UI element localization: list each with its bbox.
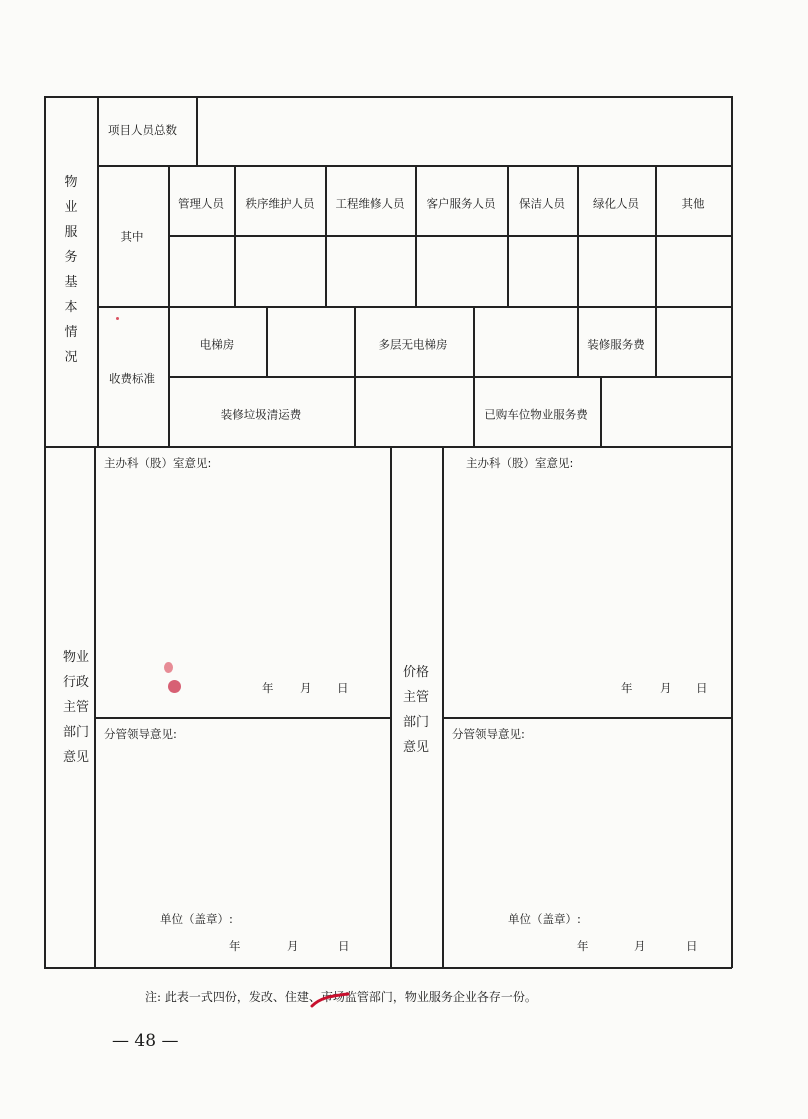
title-char: 物	[64, 175, 78, 190]
price-office-opinion: 主办科（股）室意见:	[466, 456, 574, 470]
title-line: 价格	[402, 665, 429, 680]
table-line	[442, 717, 732, 719]
title-char: 业	[64, 200, 78, 215]
fee-elevator-label: 电梯房	[199, 337, 235, 352]
title-char: 基	[64, 275, 78, 290]
price-leader-opinion: 分管领导意见:	[452, 727, 525, 741]
table-line	[473, 376, 475, 447]
table-line	[415, 165, 417, 307]
title-char: 务	[64, 250, 78, 265]
property-seal-month: 月	[287, 939, 299, 953]
property-leader-opinion: 分管领导意见:	[104, 727, 177, 741]
fee-renovation-service-label: 装修服务费	[587, 337, 645, 352]
price-seal-year: 年	[577, 939, 589, 953]
table-line	[94, 446, 96, 968]
table-line	[390, 446, 392, 968]
price-date-month: 月	[660, 681, 672, 695]
table-line	[507, 165, 509, 307]
price-seal-month: 月	[634, 939, 646, 953]
table-line	[442, 446, 444, 968]
red-ink-mark	[164, 662, 173, 673]
fee-standard-label: 收费标准	[109, 371, 155, 386]
fee-parking-service-label: 已购车位物业服务费	[484, 407, 588, 422]
title-line: 部门	[402, 715, 429, 730]
title-line: 部门	[62, 725, 89, 740]
table-line	[655, 306, 657, 377]
staff-category-greening: 绿化人员	[593, 196, 639, 211]
table-line	[168, 235, 732, 237]
property-seal-year: 年	[229, 939, 241, 953]
total-staff-label: 项目人员总数	[108, 123, 177, 137]
fee-renovation-waste-label: 装修垃圾清运费	[220, 407, 302, 422]
table-line	[577, 306, 579, 377]
footer-note: 注: 此表一式四份，发改、住建、市场监管部门，物业服务企业各存一份。	[145, 990, 537, 1004]
staff-category-cleaning: 保洁人员	[519, 196, 565, 211]
price-date-year: 年	[621, 681, 633, 695]
section-title-property-dept	[60, 645, 92, 770]
title-line: 意见	[62, 750, 89, 765]
title-char: 况	[64, 350, 78, 365]
red-ink-mark	[168, 680, 181, 693]
table-line	[94, 717, 390, 719]
title-line: 主管	[62, 700, 89, 715]
table-line	[168, 376, 732, 378]
breakdown-label: 其中	[120, 229, 144, 244]
title-line: 物业	[62, 650, 89, 665]
fee-no-elevator-label: 多层无电梯房	[378, 337, 448, 352]
table-line	[473, 306, 475, 377]
table-line	[600, 376, 602, 447]
table-line	[44, 96, 732, 98]
table-line	[168, 165, 170, 307]
section-title-basic-info	[62, 170, 80, 370]
table-line	[196, 96, 198, 166]
title-char: 服	[64, 225, 78, 240]
title-line: 意见	[402, 740, 429, 755]
title-line: 行政	[62, 675, 89, 690]
red-pen-mark	[308, 988, 352, 1010]
price-seal-day: 日	[686, 939, 698, 953]
table-line	[731, 96, 733, 968]
table-line	[354, 306, 356, 377]
table-line	[266, 306, 268, 377]
table-line	[325, 165, 327, 307]
property-date-year: 年	[262, 681, 274, 695]
property-unit-seal: 单位（盖章）:	[160, 912, 233, 926]
property-office-opinion: 主办科（股）室意见:	[104, 456, 212, 470]
table-line	[655, 165, 657, 307]
price-date-day: 日	[696, 681, 708, 695]
staff-category-customer-service: 客户服务人员	[426, 196, 496, 211]
title-char: 本	[64, 300, 78, 315]
table-line	[234, 165, 236, 307]
staff-category-security: 秩序维护人员	[245, 196, 315, 211]
title-char: 情	[64, 325, 78, 340]
red-ink-mark	[116, 317, 119, 320]
property-seal-day: 日	[338, 939, 350, 953]
table-line	[44, 446, 732, 448]
table-line	[354, 376, 356, 447]
price-unit-seal: 单位（盖章）:	[508, 912, 581, 926]
staff-category-maintenance: 工程维修人员	[335, 196, 405, 211]
title-line: 主管	[402, 690, 429, 705]
table-line	[44, 967, 732, 969]
table-line	[44, 96, 46, 968]
table-line	[577, 165, 579, 307]
property-date-month: 月	[300, 681, 312, 695]
staff-category-management: 管理人员	[178, 196, 224, 211]
table-line	[168, 306, 170, 447]
section-title-price-dept	[400, 660, 432, 760]
table-line	[97, 96, 99, 447]
staff-category-other: 其他	[681, 196, 705, 211]
property-date-day: 日	[337, 681, 349, 695]
page-number: — 48 —	[112, 1031, 179, 1051]
